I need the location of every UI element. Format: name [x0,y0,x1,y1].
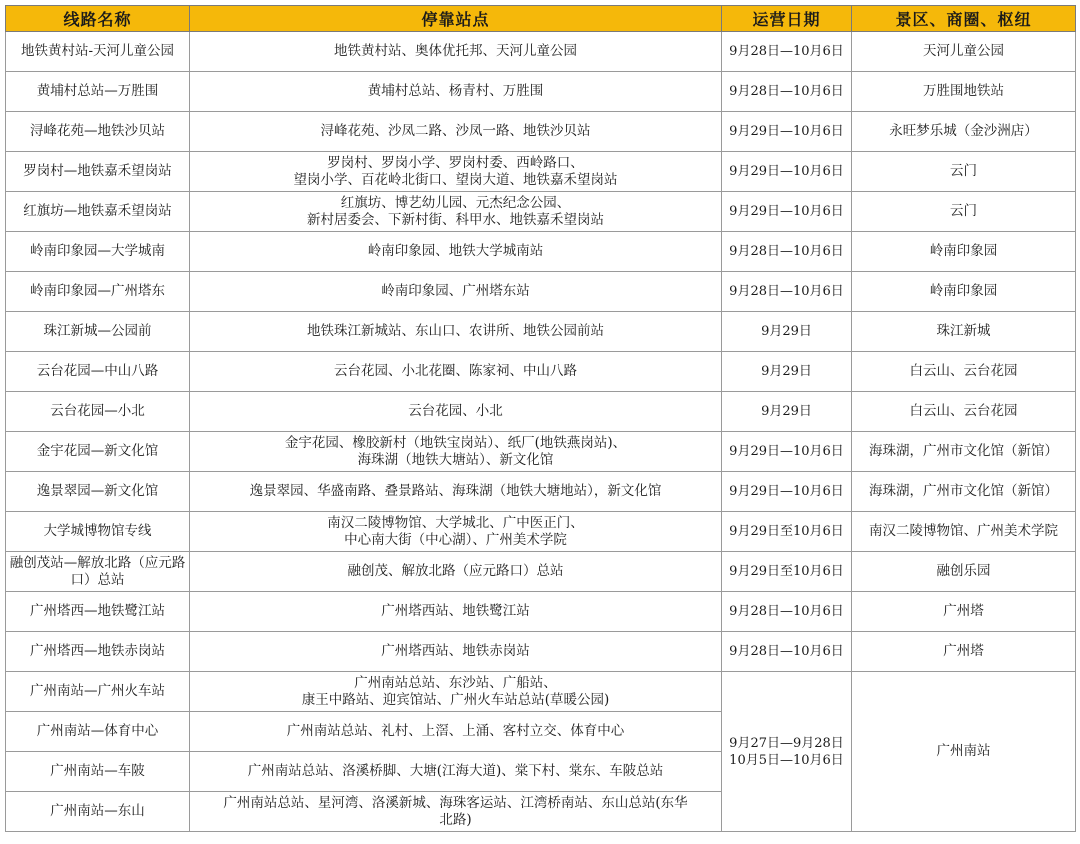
table-row [6,112,1076,152]
route-name-cell-text: 广州南站—车陂 [50,763,145,779]
area-cell-text: 白云山、云台花园 [909,363,1018,379]
table-row [6,32,1076,72]
stops-line: 浔峰花苑、沙凤二路、沙凤一路、地铁沙贝站 [320,123,591,139]
route-name-cell-text: 浔峰花苑—地铁沙贝站 [30,123,165,139]
date-cell-text: 9月29日至10月6日 [729,564,844,579]
stops-cell [190,112,722,152]
table-row [6,152,1076,192]
table-body [6,32,1076,832]
route-name-cell [6,192,190,232]
stops-cell [190,312,722,352]
date-cell [722,472,852,512]
area-cell [852,32,1076,72]
stops-line: 云台花园、小北花圈、陈家祠、中山八路 [334,363,577,379]
area-cell [852,112,1076,152]
stops-cell [190,272,722,312]
area-cell-text: 海珠湖，广州市文化馆（新馆） [869,443,1058,459]
route-name-cell-text: 黄埔村总站—万胜围 [36,83,159,99]
stops-line: 南汉二陵博物馆、大学城北、广中医正门、 [327,514,584,531]
route-name-cell [6,592,190,632]
stops-line: 罗岗村、罗岗小学、罗岗村委、西岭路口、 [327,154,584,171]
date-cell [722,632,852,672]
date-cell-text: 9月28日—10月6日 [729,244,844,259]
table-row [6,312,1076,352]
stops-line: 望岗小学、百花岭北街口、望岗大道、地铁嘉禾望岗站 [293,171,618,188]
route-name-cell [6,432,190,472]
route-name-cell [6,352,190,392]
date-cell [722,392,852,432]
route-name-cell [6,672,190,712]
area-cell-text: 云门 [950,203,977,219]
stops-cell [190,352,722,392]
date-cell-text: 9月29日—10月6日 [729,444,844,459]
area-cell-text: 天河儿童公园 [923,43,1004,59]
area-cell [852,632,1076,672]
stops-line: 红旗坊、博艺幼儿园、元杰纪念公园、 [340,194,571,211]
date-cell [722,32,852,72]
route-name-cell-text: 珠江新城—公园前 [43,323,152,339]
area-cell [852,152,1076,192]
area-cell [852,512,1076,552]
area-cell-text: 广州塔 [943,603,984,619]
stops-cell [190,432,722,472]
table-row [6,192,1076,232]
area-cell-text: 永旺梦乐城（金沙洲店） [889,123,1038,139]
area-cell-text: 云门 [950,163,977,179]
stops-line: 广州南站总站、洛溪桥脚、大塘(江海大道)、棠下村、棠东、车陂总站 [247,763,664,779]
table-row [6,392,1076,432]
stops-line: 逸景翠园、华盛南路、叠景路站、海珠湖（地铁大塘地站），新文化馆 [249,483,662,499]
stops-cell [190,592,722,632]
route-name-cell-text: 广州塔西—地铁赤岗站 [30,643,165,659]
route-name-cell-text: 广州南站—东山 [50,803,145,819]
area-cell [852,472,1076,512]
date-cell [722,72,852,112]
date-cell-text: 9月29日—10月6日 [729,484,844,499]
route-name-cell [6,792,190,832]
area-cell-text: 万胜围地铁站 [923,83,1004,99]
route-name-cell-text: 地铁黄村站-天河儿童公园 [20,43,175,59]
route-name-cell [6,752,190,792]
stops-cell [190,552,722,592]
route-name-cell-text: 融创茂站—解放北路（应元路口）总站 [9,554,186,588]
route-name-cell-text: 大学城博物馆专线 [43,523,152,539]
stops-cell [190,232,722,272]
bus-route-table [5,5,1076,832]
date-cell-text: 9月29日 [761,364,812,379]
header-destination-area: 景区、商圈、枢纽 [852,6,1076,32]
table-row [6,272,1076,312]
route-name-cell [6,72,190,112]
stops-cell [190,792,722,832]
stops-line: 云台花园、小北 [408,403,503,419]
stops-cell [190,752,722,792]
area-cell-text: 白云山、云台花园 [909,403,1018,419]
stops-cell [190,32,722,72]
area-cell-text: 珠江新城 [936,323,991,339]
date-cell [722,152,852,192]
route-name-cell [6,152,190,192]
stops-line: 地铁珠江新城站、东山口、农讲所、地铁公园前站 [307,323,604,339]
area-cell-text: 融创乐园 [936,563,991,579]
route-name-cell-text: 岭南印象园—大学城南 [30,243,165,259]
merged-area-cell [852,672,1076,832]
date-cell [722,272,852,312]
date-cell-text: 9月28日—10月6日 [729,84,844,99]
route-name-cell [6,232,190,272]
date-cell-text: 9月29日—10月6日 [729,124,844,139]
stops-line: 广州南站总站、东沙站、广船站、 [354,674,557,691]
date-cell-text: 9月28日—10月6日 [729,284,844,299]
table-row [6,592,1076,632]
merged-date-cell [722,672,852,832]
stops-line: 新村居委会、下新村街、科甲水、地铁嘉禾望岗站 [307,211,604,228]
area-cell [852,432,1076,472]
area-cell-text: 岭南印象园 [929,283,998,299]
header-stops: 停靠站点 [190,6,722,32]
date-cell-text: 9月29日 [761,324,812,339]
route-name-cell-text: 广州塔西—地铁鹭江站 [30,603,165,619]
date-cell [722,552,852,592]
date-cell [722,512,852,552]
date-cell [722,312,852,352]
stops-cell [190,72,722,112]
route-name-cell [6,512,190,552]
area-cell [852,392,1076,432]
route-name-cell-text: 逸景翠园—新文化馆 [36,483,159,499]
stops-line: 广州塔西站、地铁赤岗站 [381,643,530,659]
date-cell-text: 9月29日—10月6日 [729,164,844,179]
area-cell-text: 南汉二陵博物馆、广州美术学院 [869,523,1058,539]
area-cell [852,312,1076,352]
header-operating-date: 运营日期 [722,6,852,32]
table-row [6,232,1076,272]
table-row [6,432,1076,472]
route-name-cell [6,552,190,592]
stops-line: 康王中路站、迎宾馆站、广州火车站总站(草暖公园) [301,691,610,708]
route-name-cell-text: 金宇花园—新文化馆 [36,443,159,459]
area-cell [852,272,1076,312]
area-cell-text: 海珠湖，广州市文化馆（新馆） [869,483,1058,499]
table-row [6,672,1076,712]
header-route-name: 线路名称 [6,6,190,32]
date-cell-text: 9月28日—10月6日 [729,44,844,59]
route-name-cell [6,272,190,312]
stops-line: 黄埔村总站、杨青村、万胜围 [367,83,544,99]
date-cell [722,432,852,472]
area-cell [852,592,1076,632]
stops-cell [190,672,722,712]
area-cell [852,552,1076,592]
date-cell [722,232,852,272]
table-row [6,552,1076,592]
date-cell [722,192,852,232]
stops-line: 中心南大街（中心湖）、广州美术学院 [344,531,567,548]
area-cell [852,232,1076,272]
area-cell [852,352,1076,392]
route-name-cell [6,712,190,752]
date-cell [722,592,852,632]
area-cell [852,72,1076,112]
stops-line: 地铁黄村站、奥体优托邦、天河儿童公园 [334,43,577,59]
stops-cell [190,192,722,232]
area-cell-text: 岭南印象园 [929,243,998,259]
table-row [6,472,1076,512]
stops-cell [190,512,722,552]
stops-line: 海珠湖（地铁大塘站）、新文化馆 [357,451,554,468]
route-name-cell-text: 云台花园—中山八路 [36,363,159,379]
route-name-cell-text: 云台花园—小北 [50,403,145,419]
stops-cell [190,392,722,432]
date-line: 10月5日—10月6日 [729,752,844,768]
table-row [6,72,1076,112]
date-line: 9月27日—9月28日 [729,735,844,751]
route-name-cell [6,472,190,512]
stops-line: 岭南印象园、地铁大学城南站 [367,243,544,259]
merged-area-cell-text: 广州南站 [936,743,991,759]
date-cell-text: 9月29日—10月6日 [729,204,844,219]
stops-line: 广州南站总站、礼村、上滘、上涌、客村立交、体育中心 [286,723,625,739]
stops-line: 北路) [439,811,472,828]
stops-line: 融创茂、解放北路（应元路口）总站 [347,563,564,579]
date-cell-text: 9月28日—10月6日 [729,604,844,619]
route-name-cell [6,392,190,432]
stops-cell [190,472,722,512]
stops-line: 岭南印象园、广州塔东站 [381,283,530,299]
stops-cell [190,152,722,192]
route-name-cell-text: 罗岗村—地铁嘉禾望岗站 [23,163,172,179]
route-name-cell-text: 广州南站—体育中心 [36,723,159,739]
stops-line: 广州塔西站、地铁鹭江站 [381,603,530,619]
bus-route-table-wrapper [5,5,1076,832]
route-name-cell-text: 广州南站—广州火车站 [30,683,165,699]
date-cell-text: 9月28日—10月6日 [729,644,844,659]
area-cell [852,192,1076,232]
stops-line: 广州南站总站、星河湾、洛溪新城、海珠客运站、江湾桥南站、东山总站(东华 [223,794,688,811]
table-row [6,352,1076,392]
table-row [6,512,1076,552]
header-row [6,6,1076,32]
route-name-cell [6,632,190,672]
date-cell-text: 9月29日至10月6日 [729,524,844,539]
stops-line: 金宇花园、橡胶新村（地铁宝岗站）、纸厂(地铁燕岗站)、 [284,434,627,451]
route-name-cell [6,32,190,72]
route-name-cell [6,112,190,152]
date-cell [722,352,852,392]
route-name-cell-text: 红旗坊—地铁嘉禾望岗站 [23,203,172,219]
stops-cell [190,632,722,672]
table-row [6,632,1076,672]
route-name-cell [6,312,190,352]
stops-cell [190,712,722,752]
route-name-cell-text: 岭南印象园—广州塔东 [30,283,165,299]
area-cell-text: 广州塔 [943,643,984,659]
date-cell-text: 9月29日 [761,404,812,419]
date-cell [722,112,852,152]
